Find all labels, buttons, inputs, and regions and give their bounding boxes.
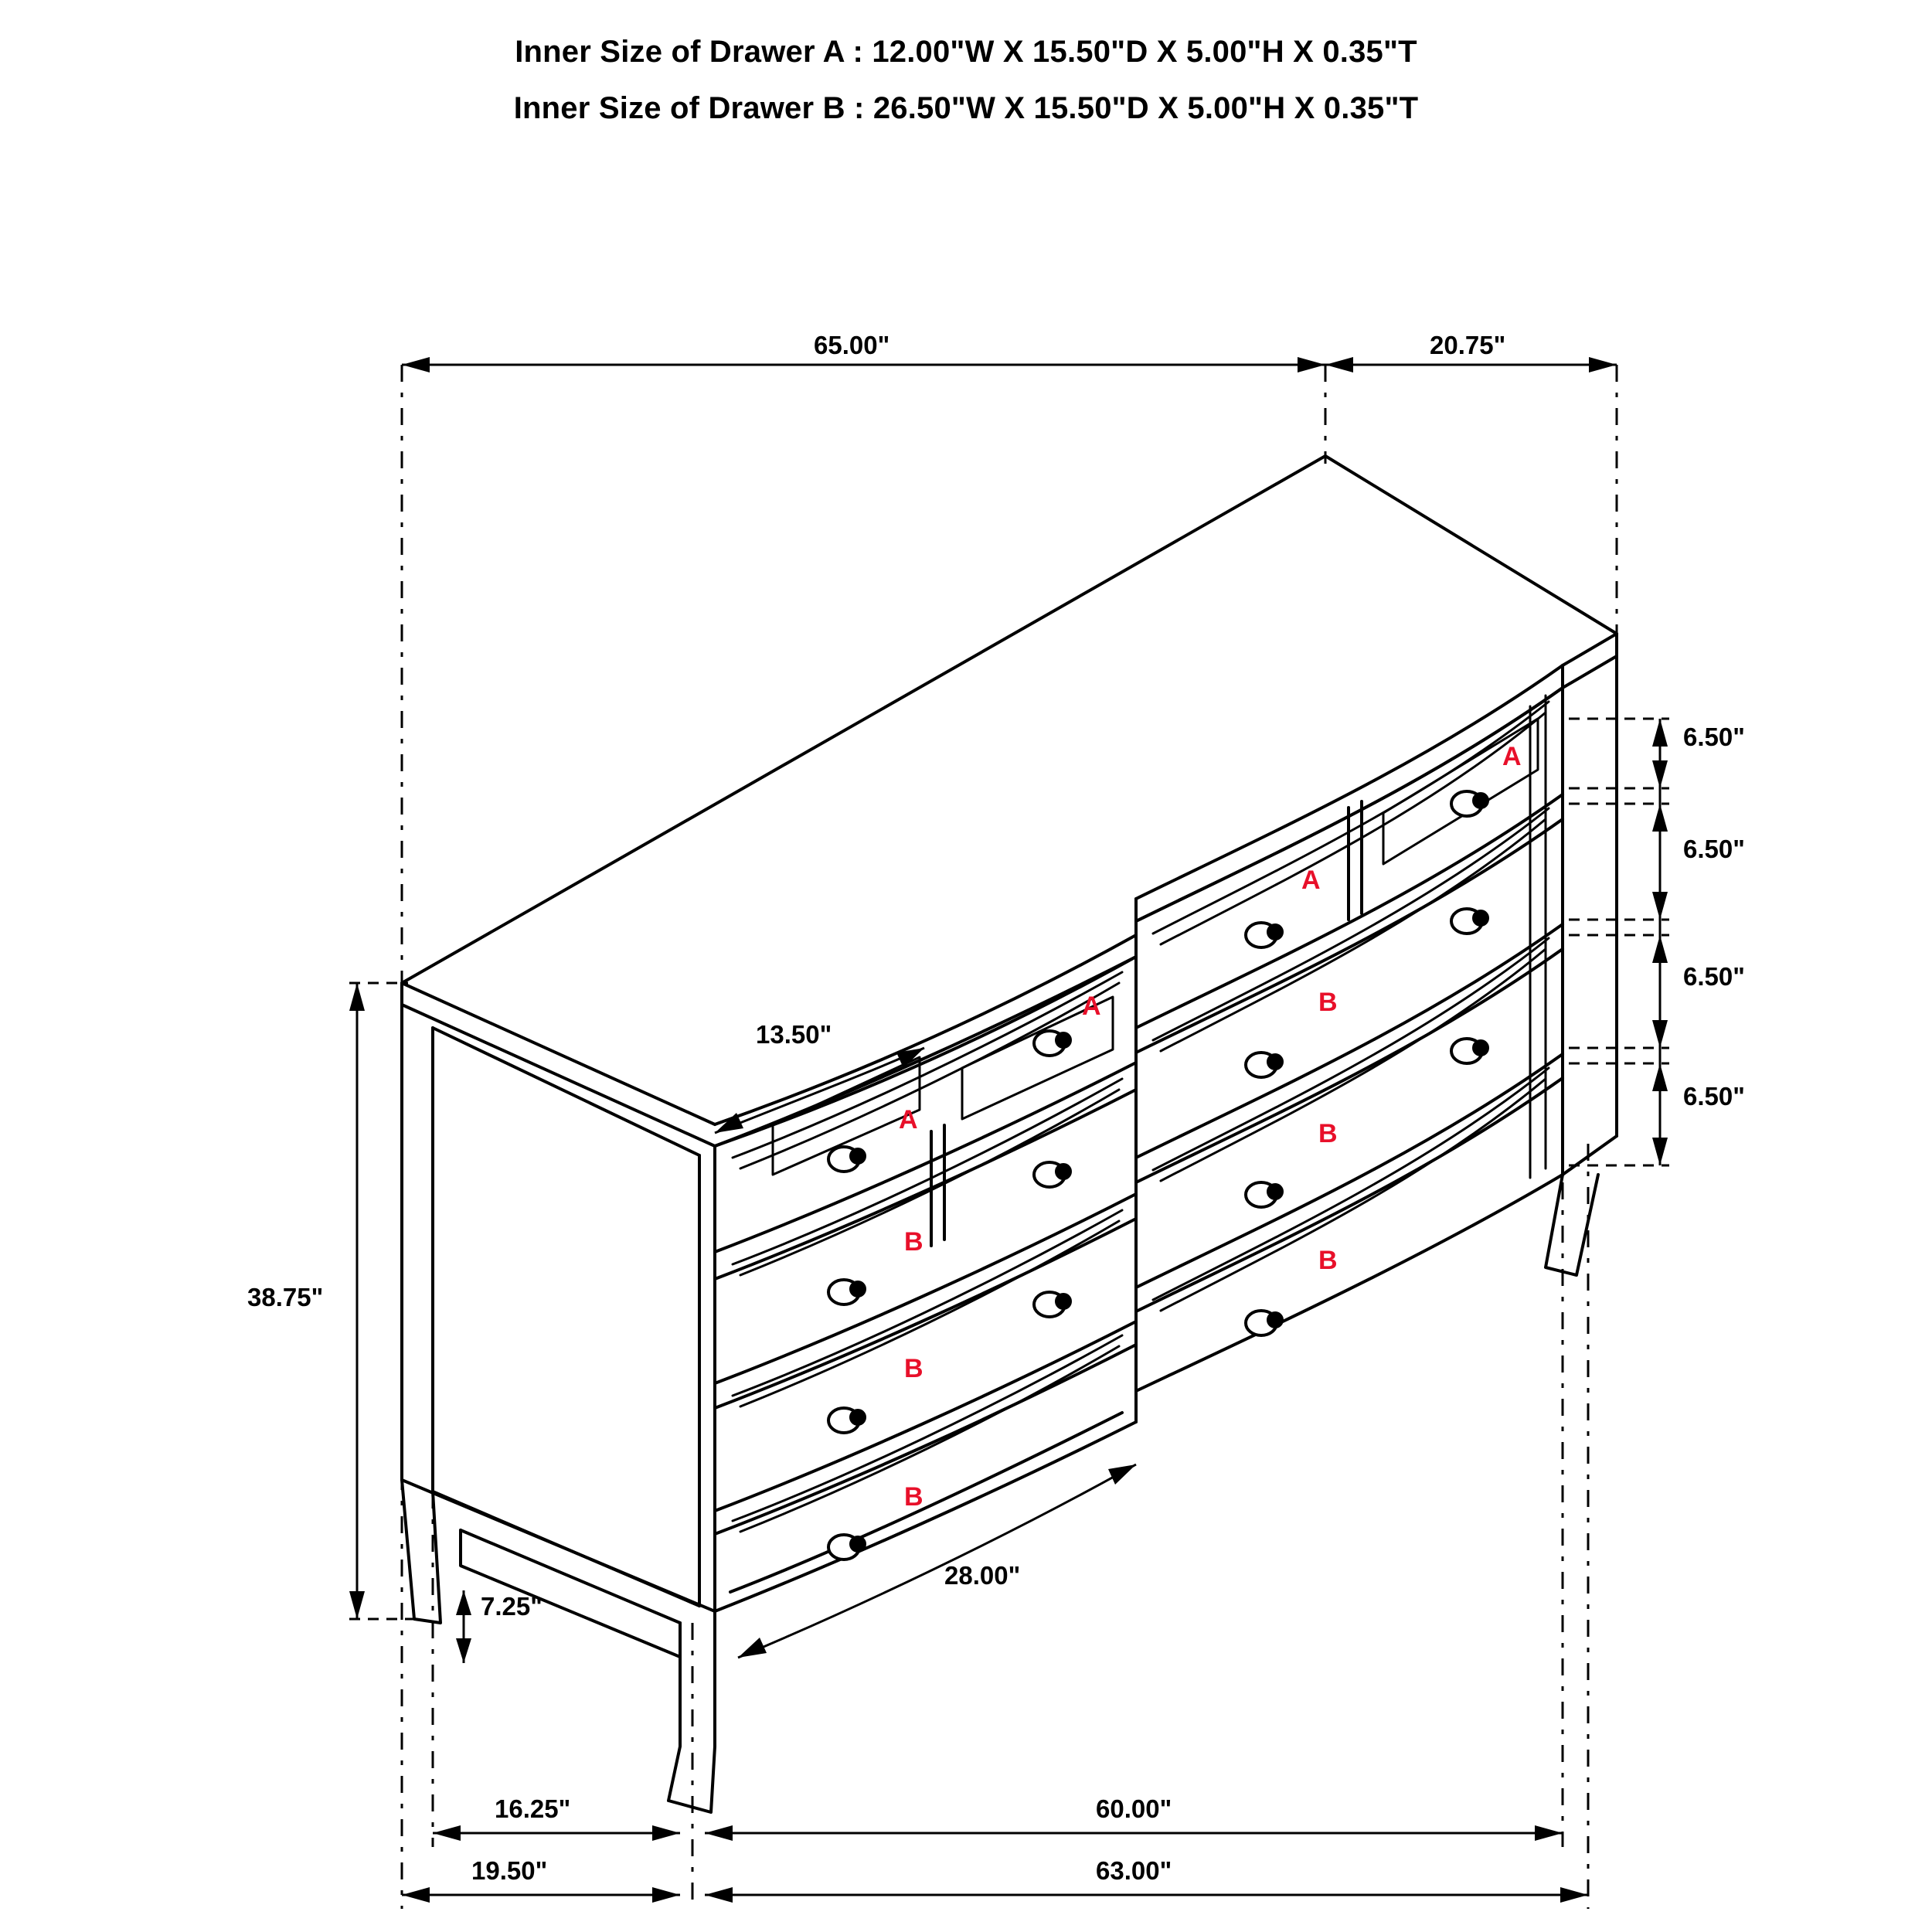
dim-drawer-width-small: 13.50" bbox=[756, 1020, 832, 1049]
header-line-1: Inner Size of Drawer A : 12.00"W X 15.50"D X 5.00"H X 0.35"T bbox=[515, 35, 1417, 69]
dim-row-2: 6.50" bbox=[1683, 835, 1745, 863]
drawer-label-a-right-top: A bbox=[1502, 742, 1522, 771]
dimension-lines bbox=[349, 357, 1669, 1909]
dim-width-inner: 60.00" bbox=[1096, 1794, 1172, 1823]
dim-row-1: 6.50" bbox=[1683, 723, 1745, 751]
drawer-label-b-right-2: B bbox=[1318, 1119, 1338, 1148]
dim-overall-height: 38.75" bbox=[247, 1283, 324, 1311]
drawer-label-b-left-3: B bbox=[904, 1482, 923, 1512]
dim-top-right: 20.75" bbox=[1430, 331, 1506, 359]
header-line-2: Inner Size of Drawer B : 26.50"W X 15.50"D X 5.00"H X 0.35"T bbox=[513, 91, 1419, 125]
drawer-label-a-left-top: A bbox=[1082, 992, 1101, 1021]
dim-depth-inner: 16.25" bbox=[495, 1794, 571, 1823]
dim-row-4: 6.50" bbox=[1683, 1082, 1745, 1111]
drawer-label-a-mid-top: A bbox=[1301, 866, 1321, 895]
drawer-label-a-farleft-top: A bbox=[899, 1105, 918, 1134]
dim-drawer-width-large: 28.00" bbox=[944, 1561, 1021, 1590]
dim-leg-height: 7.25" bbox=[481, 1592, 543, 1621]
dim-width-outer: 63.00" bbox=[1096, 1856, 1172, 1885]
dim-top-left: 65.00" bbox=[814, 331, 890, 359]
dim-depth-outer: 19.50" bbox=[471, 1856, 548, 1885]
drawer-label-b-left-2: B bbox=[904, 1354, 923, 1383]
drawer-label-b-left-1: B bbox=[904, 1227, 923, 1257]
drawer-label-b-right-1: B bbox=[1318, 988, 1338, 1017]
dim-row-3: 6.50" bbox=[1683, 962, 1745, 991]
drawer-label-b-right-3: B bbox=[1318, 1246, 1338, 1275]
